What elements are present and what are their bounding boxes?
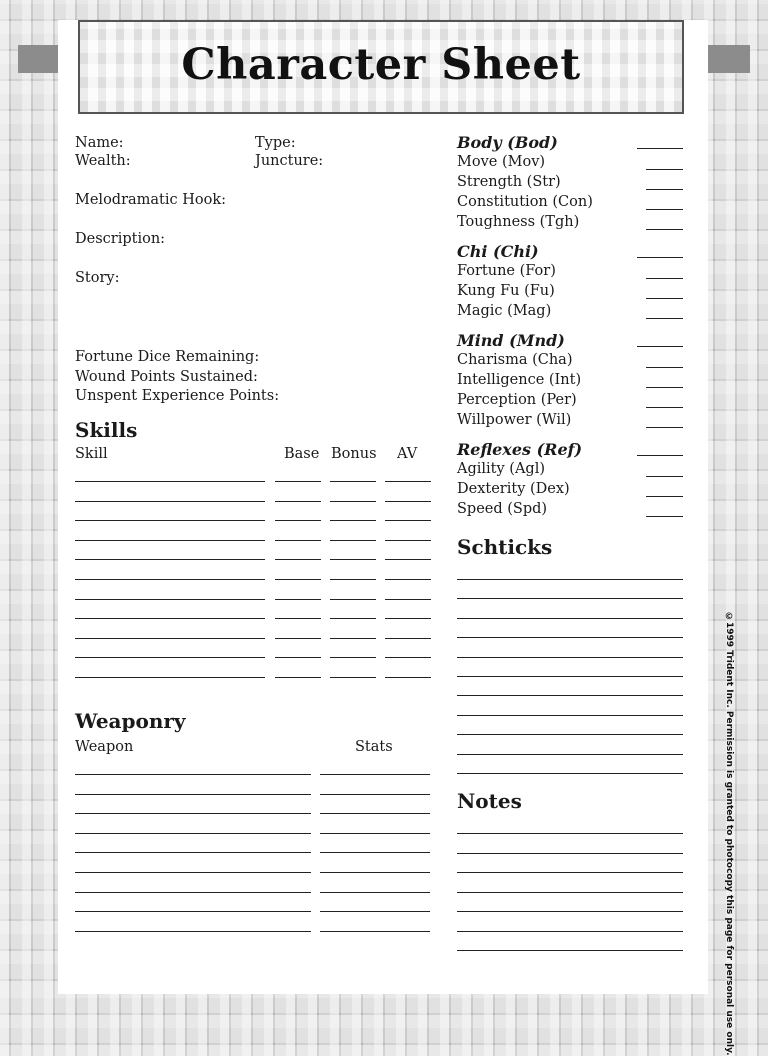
skill-base-line[interactable] [275,501,321,502]
skill-av-line[interactable] [385,559,431,560]
skill-bonus-line[interactable] [330,657,376,658]
page-title: Character Sheet [181,40,581,90]
attribute-label: Intelligence (Int) [457,372,582,388]
attribute-label: Toughness (Tgh) [457,214,580,230]
notes-heading: Notes [457,789,522,813]
skill-bonus-line[interactable] [330,579,376,580]
description-label: Description: [75,231,166,247]
skill-av-line[interactable] [385,540,431,541]
schtick-line[interactable] [457,754,683,755]
skill-name-line[interactable] [75,677,265,678]
attribute-label: Dexterity (Dex) [457,481,570,497]
attribute-label: Constitution (Con) [457,194,593,210]
weaponry-heading: Weaponry [75,709,186,733]
attribute-label: Move (Mov) [457,154,546,170]
weapon-name-line[interactable] [75,813,311,814]
base-column-header: Base [284,446,320,462]
schtick-line[interactable] [457,676,683,677]
attribute-value-line[interactable] [646,278,683,279]
wealth-label: Wealth: [75,153,131,169]
skill-av-line[interactable] [385,618,431,619]
attribute-label: Kung Fu (Fu) [457,283,555,299]
skill-name-line[interactable] [75,657,265,658]
weapon-column-header: Weapon [75,739,134,755]
weapon-name-line[interactable] [75,852,311,853]
av-column-header: AV [397,446,418,462]
skill-bonus-line[interactable] [330,481,376,482]
type-label: Type: [255,135,296,151]
weapon-stats-line[interactable] [320,794,430,795]
weapon-stats-line[interactable] [320,774,430,775]
note-line[interactable] [457,911,683,912]
skill-base-line[interactable] [275,579,321,580]
schtick-line[interactable] [457,657,683,658]
weapon-stats-line[interactable] [320,892,430,893]
skill-av-line[interactable] [385,657,431,658]
weapon-stats-line[interactable] [320,833,430,834]
attribute-value-line[interactable] [646,407,683,408]
weapon-stats-line[interactable] [320,872,430,873]
skill-base-line[interactable] [275,677,321,678]
experience-label: Unspent Experience Points: [75,388,280,404]
attribute-label: Charisma (Cha) [457,352,573,368]
attribute-group-heading: Mind (Mnd) [457,331,565,350]
schtick-line[interactable] [457,695,683,696]
attribute-label: Speed (Spd) [457,501,548,517]
attribute-label: Strength (Str) [457,174,561,190]
attribute-value-line[interactable] [646,229,683,230]
skill-name-line[interactable] [75,579,265,580]
story-label: Story: [75,270,120,286]
attribute-value-line[interactable] [646,209,683,210]
attribute-group-heading: Reflexes (Ref) [457,440,583,459]
melodramatic-hook-label: Melodramatic Hook: [75,192,227,208]
schtick-line[interactable] [457,715,683,716]
attribute-group-value-line[interactable] [637,346,683,347]
stats-column-header: Stats [355,739,393,755]
schtick-line[interactable] [457,637,683,638]
attribute-label: Fortune (For) [457,263,556,279]
weapon-stats-line[interactable] [320,813,430,814]
attribute-value-line[interactable] [646,516,683,517]
schtick-line[interactable] [457,734,683,735]
weapon-name-line[interactable] [75,872,311,873]
attribute-group-value-line[interactable] [637,455,683,456]
name-label: Name: [75,135,124,151]
attribute-group-heading: Body (Bod) [457,133,558,152]
weapon-stats-line[interactable] [320,911,430,912]
skill-bonus-line[interactable] [330,677,376,678]
skill-bonus-line[interactable] [330,501,376,502]
skill-av-line[interactable] [385,520,431,521]
attribute-value-line[interactable] [646,367,683,368]
schtick-line[interactable] [457,579,683,580]
skill-name-line[interactable] [75,481,265,482]
attribute-group-value-line[interactable] [637,148,683,149]
skill-name-line[interactable] [75,501,265,502]
weapon-name-line[interactable] [75,794,311,795]
attribute-group-heading: Chi (Chi) [457,242,539,261]
schticks-heading: Schticks [457,535,553,559]
skill-name-line[interactable] [75,618,265,619]
bonus-column-header: Bonus [331,446,377,462]
schtick-line[interactable] [457,773,683,774]
attribute-label: Agility (Agl) [457,461,545,477]
title-box [78,20,684,114]
attribute-value-line[interactable] [646,189,683,190]
weapon-name-line[interactable] [75,892,311,893]
attribute-label: Willpower (Wil) [457,412,572,428]
attribute-value-line[interactable] [646,427,683,428]
skill-av-line[interactable] [385,481,431,482]
skill-base-line[interactable] [275,559,321,560]
attribute-value-line[interactable] [646,318,683,319]
attribute-value-line[interactable] [646,169,683,170]
weapon-name-line[interactable] [75,931,311,932]
note-line[interactable] [457,950,683,951]
juncture-label: Juncture: [255,153,324,169]
skill-base-line[interactable] [275,657,321,658]
skill-name-line[interactable] [75,599,265,600]
weapon-name-line[interactable] [75,911,311,912]
weapon-name-line[interactable] [75,774,311,775]
skill-av-line[interactable] [385,579,431,580]
skill-name-line[interactable] [75,559,265,560]
note-line[interactable] [457,833,683,834]
attribute-value-line[interactable] [646,387,683,388]
skills-heading: Skills [75,418,138,442]
skill-bonus-line[interactable] [330,638,376,639]
skill-av-line[interactable] [385,501,431,502]
skill-av-line[interactable] [385,599,431,600]
attribute-value-line[interactable] [646,476,683,477]
fortune-dice-label: Fortune Dice Remaining: [75,349,260,365]
skill-av-line[interactable] [385,677,431,678]
skill-av-line[interactable] [385,638,431,639]
weapon-stats-line[interactable] [320,931,430,932]
note-line[interactable] [457,872,683,873]
schtick-line[interactable] [457,598,683,599]
skill-bonus-line[interactable] [330,599,376,600]
skill-base-line[interactable] [275,540,321,541]
weapon-stats-line[interactable] [320,852,430,853]
note-line[interactable] [457,892,683,893]
note-line[interactable] [457,853,683,854]
skill-name-line[interactable] [75,520,265,521]
skill-column-header: Skill [75,446,108,462]
skill-bonus-line[interactable] [330,559,376,560]
skill-name-line[interactable] [75,638,265,639]
attribute-label: Perception (Per) [457,392,577,408]
skill-bonus-line[interactable] [330,540,376,541]
skill-bonus-line[interactable] [330,520,376,521]
skill-base-line[interactable] [275,599,321,600]
attribute-group-value-line[interactable] [637,257,683,258]
attribute-value-line[interactable] [646,298,683,299]
attribute-label: Magic (Mag) [457,303,552,319]
wound-points-label: Wound Points Sustained: [75,369,258,385]
skill-base-line[interactable] [275,481,321,482]
skill-bonus-line[interactable] [330,618,376,619]
skill-base-line[interactable] [275,520,321,521]
skill-base-line[interactable] [275,618,321,619]
note-line[interactable] [457,931,683,932]
weapon-name-line[interactable] [75,833,311,834]
sheet-page [58,20,708,994]
skill-name-line[interactable] [75,540,265,541]
copyright-notice: ©1999 Trident Inc. Permission is granted to photocopy this page for personal use only. [724,612,734,1056]
attribute-value-line[interactable] [646,496,683,497]
schtick-line[interactable] [457,618,683,619]
skill-base-line[interactable] [275,638,321,639]
